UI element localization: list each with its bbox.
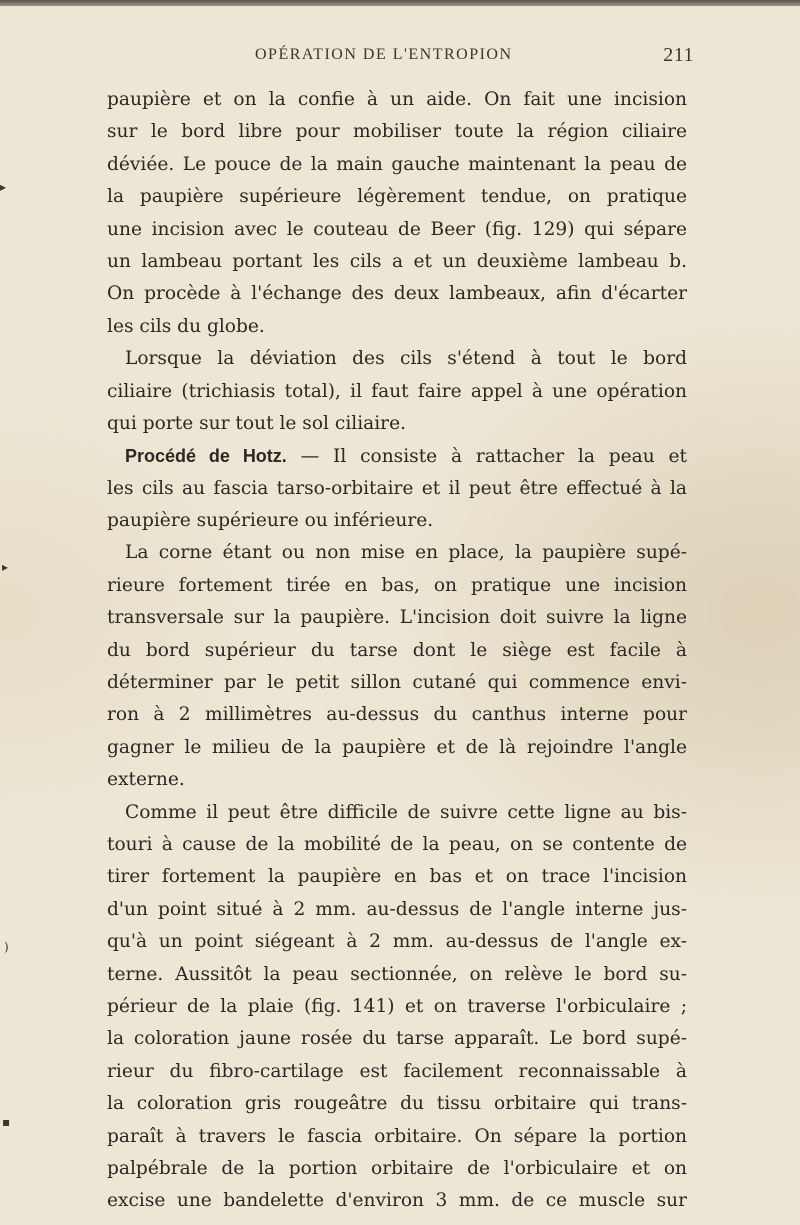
text-line: rieur du fibro-cartilage est facilement reconnaissable à <box>107 1060 687 1082</box>
text-line: la coloration jaune rosée du tarse apparaît. Le bord supé- <box>107 1028 687 1050</box>
text-line: terne. Aussitôt la peau sectionnée, on relève le bord su- <box>107 963 687 985</box>
text-line: palpébrale de la portion orbitaire de l'orbiculaire et on <box>107 1157 687 1179</box>
text-line: la coloration gris rougeâtre du tissu orbitaire qui trans- <box>107 1093 687 1115</box>
text-line: gagner le milieu de la paupière et de là rejoindre l'angle <box>107 736 687 758</box>
text-line: déviée. Le pouce de la main gauche maintenant la peau de <box>107 153 687 175</box>
paragraph-start: Comme il peut être difficile de suivre cette ligne au bis- <box>125 801 687 823</box>
text-line: les cils du globe. <box>107 315 265 337</box>
scan-edge <box>0 0 800 6</box>
text-line: paupière et on la confie à un aide. On fait une incision <box>107 89 687 110</box>
paragraph-start: La corne étant ou non mise en place, la paupière supé- <box>125 542 687 564</box>
text-line: rieure fortement tirée en bas, on pratique une incision <box>107 574 687 596</box>
section-heading-line <box>107 440 687 472</box>
text-line: paupière supérieure ou inférieure. <box>107 510 434 532</box>
margin-speck: ▪ <box>2 1115 11 1129</box>
text-line: déterminer par le petit sillon cutané qui commence envi- <box>107 672 687 694</box>
text-line: externe. <box>107 769 185 791</box>
body-text <box>107 84 687 1218</box>
text-line: qu'à un point siégeant à 2 mm. au-dessus de l'angle ex- <box>107 931 687 953</box>
text-line: d'un point situé à 2 mm. au-dessus de l'angle interne jus- <box>107 898 687 920</box>
text-line: les cils au fascia tarso-orbitaire et il peut être effectué à la <box>107 477 687 499</box>
text-line: On procède à l'échange des deux lambeaux, afin d'écarter <box>107 283 687 305</box>
margin-speck: ▸ <box>0 180 7 194</box>
text-line: une incision avec le couteau de Beer (fig. 129) qui sépare <box>107 218 687 240</box>
procedure-heading: Procédé de Hotz. <box>125 446 287 467</box>
text-line: qui porte sur tout le sol ciliaire. <box>107 412 406 434</box>
text-line: paraît à travers le fascia orbitaire. On sépare la portion <box>107 1125 687 1147</box>
text-line: la paupière supérieure légèrement tendue, on pratique <box>107 186 687 208</box>
text-line: du bord supérieur du tarse dont le siège est facile à <box>107 639 687 661</box>
text-line: un lambeau portant les cils a et un deuxième lambeau b. <box>107 250 687 272</box>
text-line: sur le bord libre pour mobiliser toute la région ciliaire <box>107 121 687 143</box>
margin-speck: ▸ <box>2 560 9 574</box>
text-line: ron à 2 millimètres au-dessus du canthus interne pour <box>107 704 687 726</box>
text-line: ciliaire (trichiasis total), il faut faire appel à une opération <box>107 380 687 402</box>
text-line: excise une bandelette d'environ 3 mm. de ce muscle sur <box>107 1190 687 1212</box>
paragraph-start: Lorsque la déviation des cils s'étend à tout le bord <box>125 348 687 370</box>
margin-speck: ) <box>4 940 9 954</box>
text-line: touri à cause de la mobilité de la peau, on se contente de <box>107 833 687 855</box>
text-line: tirer fortement la paupière en bas et on trace l'incision <box>107 866 687 888</box>
text-line: périeur de la plaie (fig. 141) et on traverse l'orbiculaire ; <box>107 995 687 1017</box>
heading-continuation: — Il consiste à rattacher la peau et <box>286 446 687 468</box>
running-head: OPÉRATION DE L'ENTROPION <box>255 46 513 63</box>
text-line: transversale sur la paupière. L'incision doit suivre la ligne <box>107 607 687 629</box>
page-number: 211 <box>663 44 694 66</box>
